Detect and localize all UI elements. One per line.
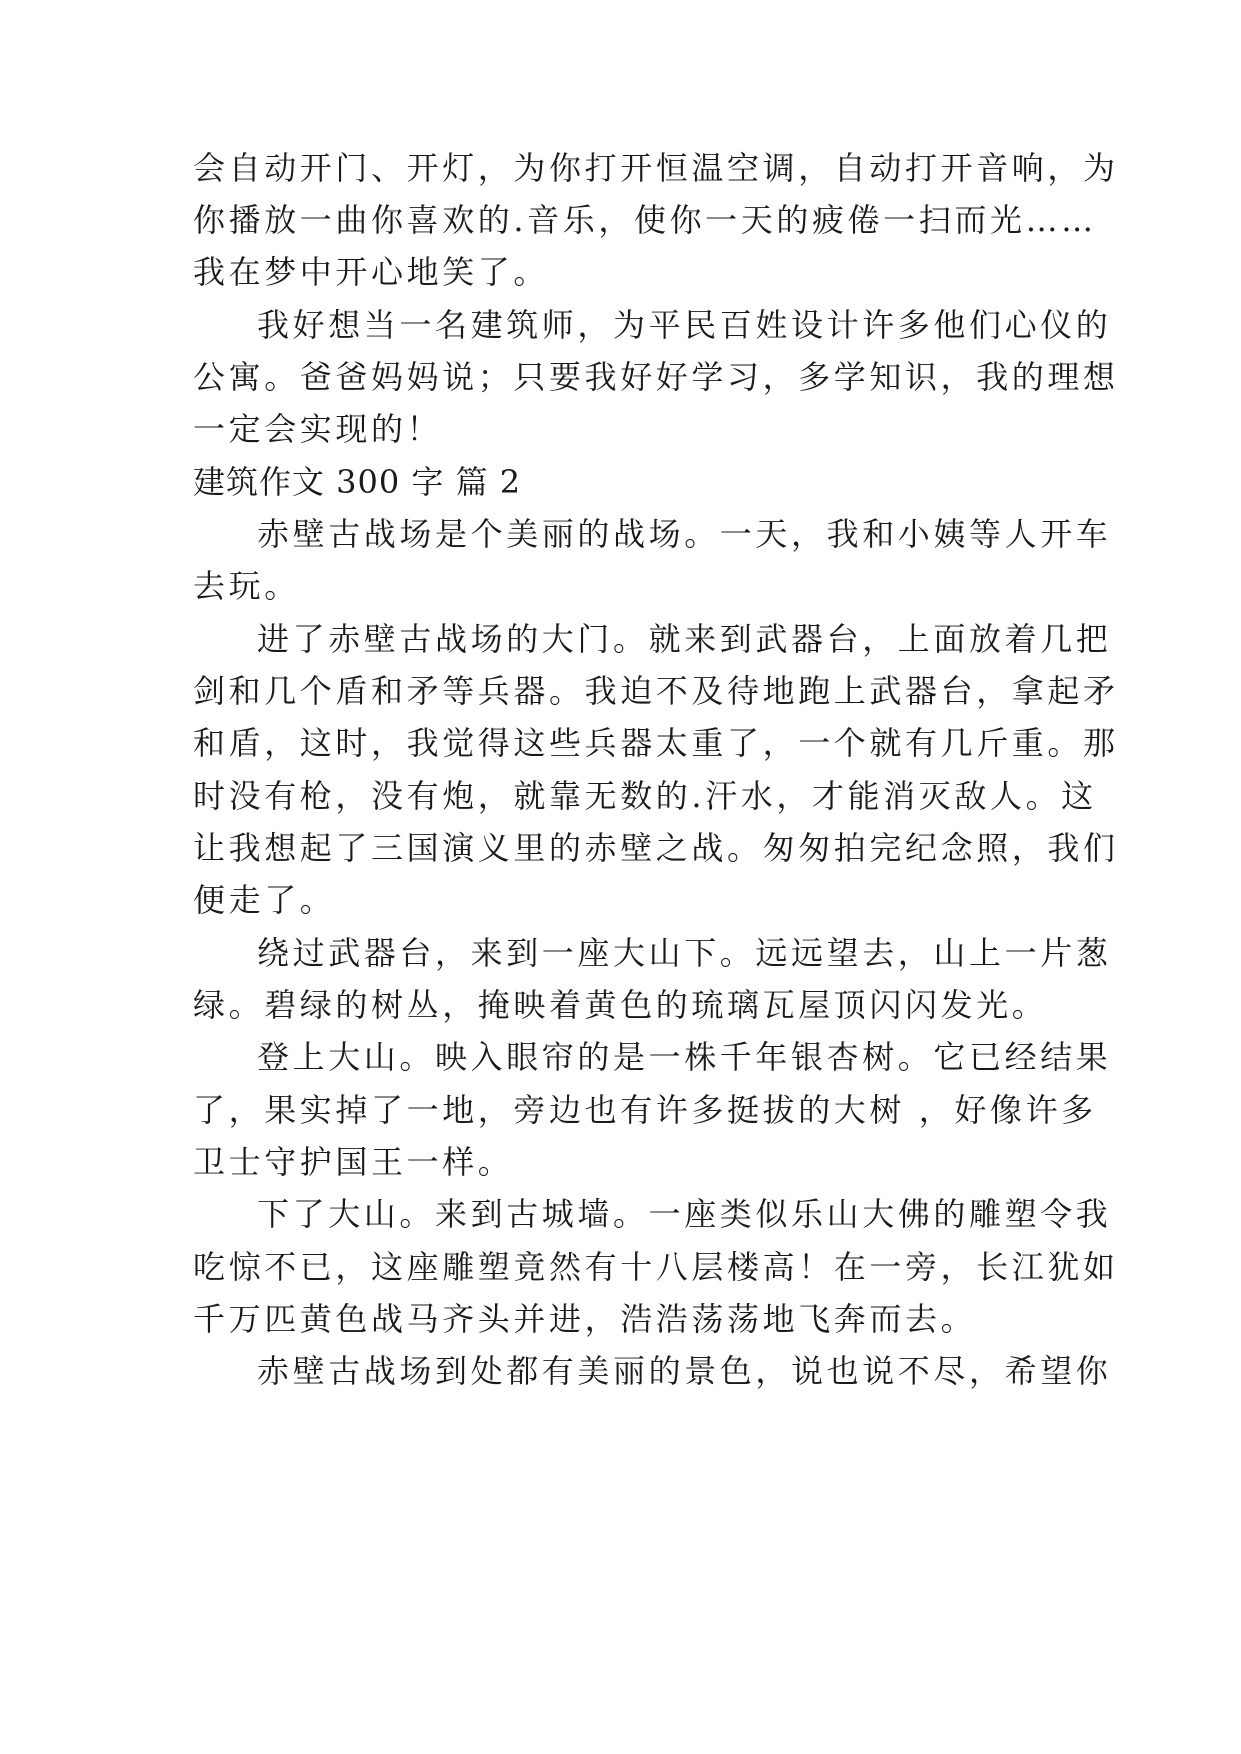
text-line: 时没有枪，没有炮，就靠无数的.汗水，才能消灭敌人。这 bbox=[193, 777, 1097, 815]
text-line: 进了赤壁古战场的大门。就来到武器台，上面放着几把 bbox=[257, 620, 1112, 658]
text-line: 去玩。 bbox=[193, 567, 300, 605]
text-line: 了，果实掉了一地，旁边也有许多挺拔的大树 ，好像许多 bbox=[193, 1091, 1097, 1129]
text-line: 赤壁古战场是个美丽的战场。一天，我和小姨等人开车 bbox=[257, 515, 1112, 553]
text-line: 登上大山。映入眼帘的是一株千年银杏树。它已经结果 bbox=[257, 1038, 1112, 1076]
text-line: 我好想当一名建筑师，为平民百姓设计许多他们心仪的 bbox=[257, 306, 1112, 344]
text-line: 下了大山。来到古城墙。一座类似乐山大佛的雕塑令我 bbox=[257, 1195, 1112, 1233]
text-line: 便走了。 bbox=[193, 881, 336, 919]
text-line: 让我想起了三国演义里的赤壁之战。匆匆拍完纪念照，我们 bbox=[193, 829, 1119, 867]
text-line: 千万匹黄色战马齐头并进，浩浩荡荡地飞奔而去。 bbox=[193, 1300, 977, 1338]
text-line: 剑和几个盾和矛等兵器。我迫不及待地跑上武器台，拿起矛 bbox=[193, 672, 1119, 710]
text-line: 我在梦中开心地笑了。 bbox=[193, 253, 550, 291]
text-line: 会自动开门、开灯，为你打开恒温空调，自动打开音响，为 bbox=[193, 149, 1119, 187]
text-line: 赤壁古战场到处都有美丽的景色，说也说不尽，希望你 bbox=[257, 1352, 1112, 1390]
text-line: 一定会实现的！ bbox=[193, 410, 443, 448]
text-line: 卫士守护国王一样。 bbox=[193, 1143, 514, 1181]
text-line: 绕过武器台，来到一座大山下。远远望去，山上一片葱 bbox=[257, 934, 1112, 972]
text-line: 和盾，这时，我觉得这些兵器太重了，一个就有几斤重。那 bbox=[193, 724, 1119, 762]
text-line: 你播放一曲你喜欢的.音乐，使你一天的疲倦一扫而光…… bbox=[193, 201, 1097, 239]
text-line: 公寓。爸爸妈妈说；只要我好好学习，多学知识，我的理想 bbox=[193, 358, 1119, 396]
text-line: 绿。碧绿的树丛，掩映着黄色的琉璃瓦屋顶闪闪发光。 bbox=[193, 986, 1048, 1024]
text-line: 吃惊不已，这座雕塑竟然有十八层楼高！在一旁，长江犹如 bbox=[193, 1248, 1119, 1286]
section-heading: 建筑作文 300 字 篇 2 bbox=[193, 463, 522, 501]
